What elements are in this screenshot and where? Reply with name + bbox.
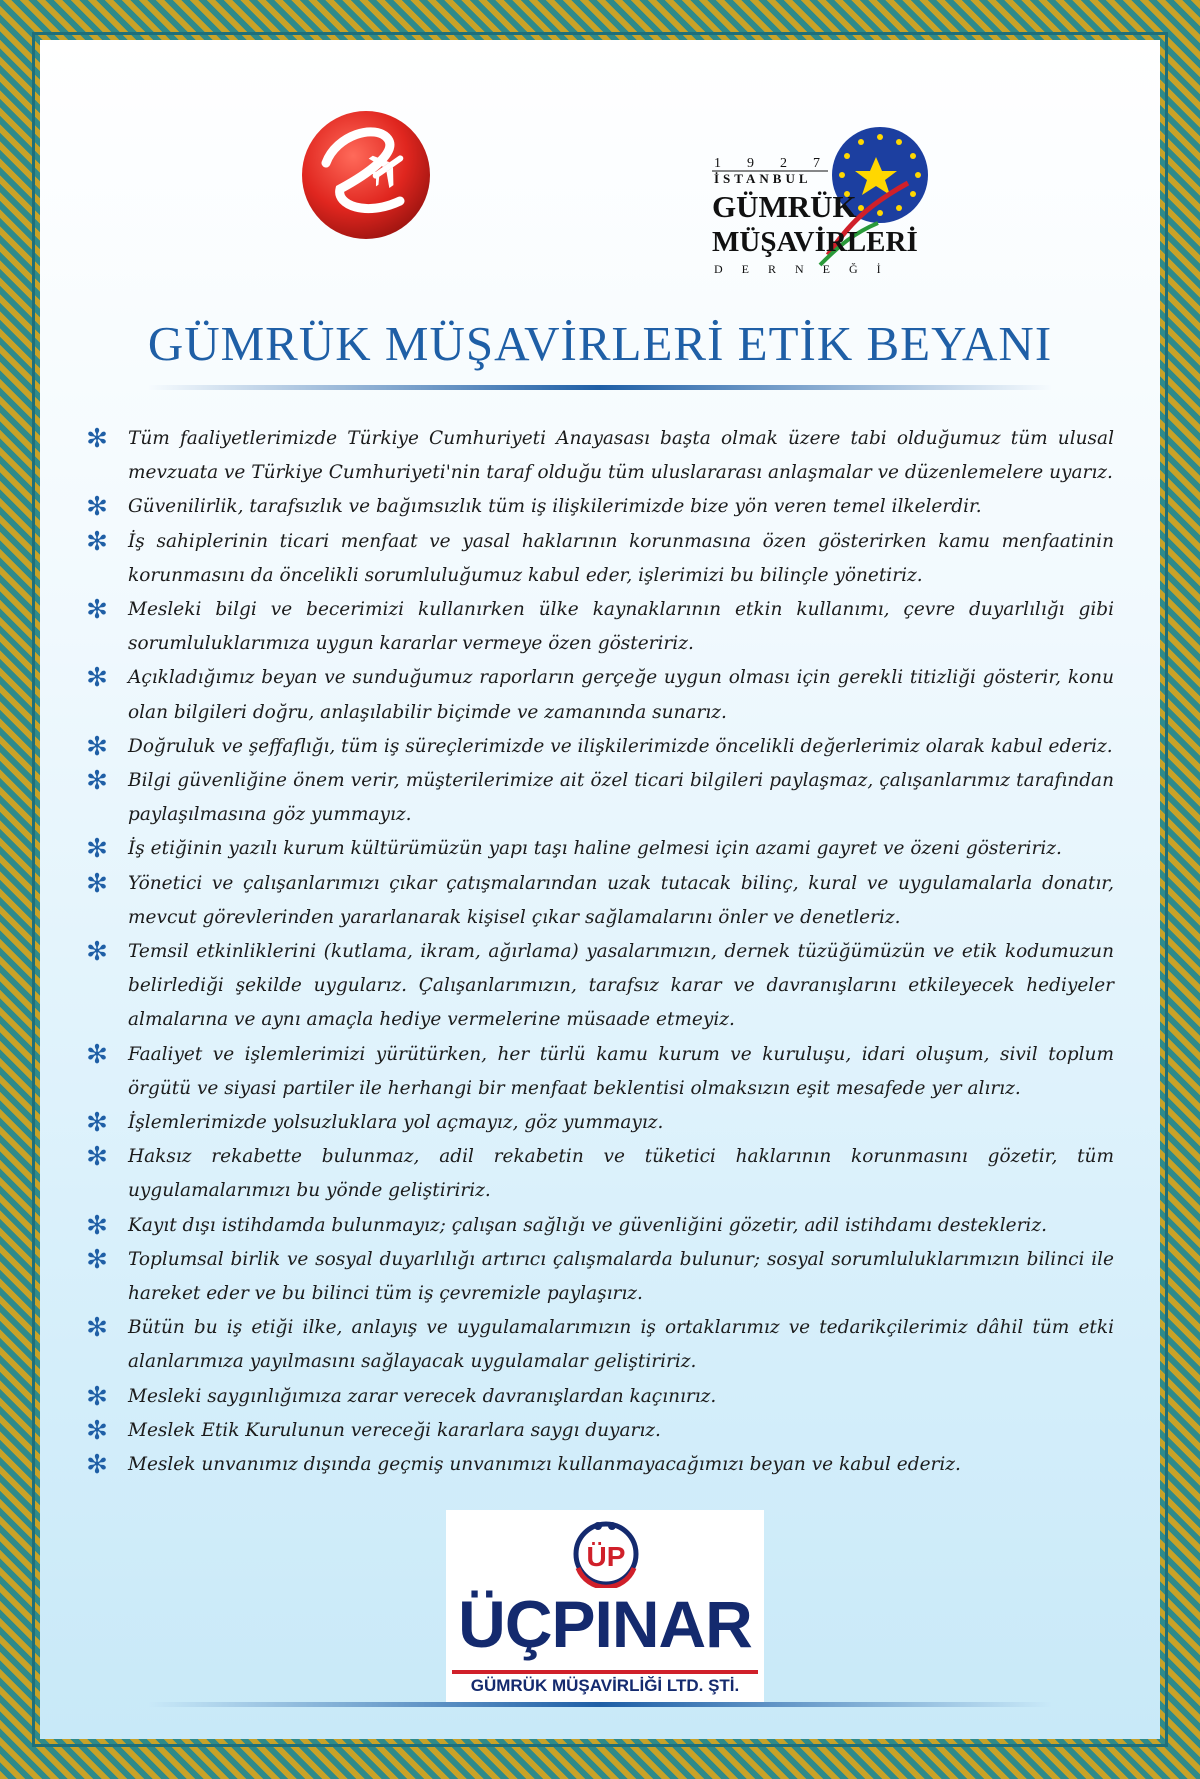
sponsor-subtitle: GÜMRÜK MÜŞAVİRLİĞİ LTD. ŞTİ. [470, 1676, 740, 1695]
statement-item [84, 1038, 1114, 1106]
statement-item [84, 1414, 1114, 1448]
asterisk-flower-icon: ✻ [86, 1313, 108, 1344]
statement-text: Güvenilirlik, tarafsızlık ve bağımsızlık tüm iş ilişkilerimizde bize yön veren temel ilkelerdir. [128, 496, 982, 518]
statement-text: Haksız rekabette bulunmaz, adil rekabetin ve tüketici haklarının korunmasını gözetir, tüm uygulamalarımızı bu yönde geliştiririz. [128, 1146, 1114, 1202]
airplane-circle-logo [296, 105, 436, 245]
statement-item [84, 730, 1114, 764]
statement-item [84, 1106, 1114, 1140]
asterisk-flower-icon: ✻ [86, 937, 108, 968]
asterisk-flower-icon: ✻ [86, 424, 108, 454]
statement-text: Bütün bu iş etiği ilke, anlayış ve uygulamalarımızın iş ortaklarımız ve tedarikçilerimiz dâhil tüm etki alanlarımıza yayılmasını sağlayacak uygulamalar geliştiririz. [128, 1317, 1114, 1373]
asterisk-flower-icon: ✻ [86, 1415, 108, 1446]
asterisk-flower-icon: ✻ [86, 526, 108, 557]
asterisk-flower-icon: ✻ [86, 1039, 108, 1070]
logo-line3: DERNEĞİ [714, 262, 900, 276]
statement-text: Mesleki bilgi ve becerimizi kullanırken ülke kaynaklarının etkin kullanımı, çevre duyarlılığı gibi sorumluluklarımıza uygun kararlar vermeye özen gösteririz. [128, 599, 1114, 655]
statement-text: Temsil etkinliklerini (kutlama, ikram, ağırlama) yasalarımızın, dernek tüzüğümüzün ve etik kodumuzun belirlediği şekilde uygularız. Çalışanlarımızın, tarafsız karar ve davranışlarını etkileyecek hediyeler almalarına ve aynı amaçla hediye vermelerine müsaade etmeyiz. [128, 941, 1114, 1031]
asterisk-flower-icon: ✻ [86, 766, 108, 797]
statement-item [84, 661, 1114, 729]
statement-text: Faaliyet ve işlemlerimizi yürütürken, her türlü kamu kurum ve kuruluşu, idari oluşum, sivil toplum örgütü ve siyasi partiler ile herhangi bir menfaat beklentisi olmaksızın eşit mesafede yer alırız. [128, 1043, 1114, 1099]
bottom-divider [148, 1702, 1052, 1707]
logo-year: 1927 [714, 156, 846, 171]
logo-line1: GÜMRÜK [712, 189, 857, 224]
asterisk-flower-icon: ✻ [86, 1210, 108, 1241]
asterisk-flower-icon: ✻ [86, 1244, 108, 1275]
statement-text: Toplumsal birlik ve sosyal duyarlılığı artırıcı çalışmalarda bulunur; sosyal sorumluluklarımızın bilinci ile hareket eder ve bu bilinci tüm iş çevremizle paylaşırız. [128, 1248, 1114, 1305]
statement-text: Meslek unvanımız dışında geçmiş unvanımızı kullanmayacağımızı beyan ve kabul ederiz. [128, 1454, 961, 1476]
statement-item [84, 867, 1114, 935]
page-title: GÜMRÜK MÜŞAVİRLERİ ETİK BEYANI [147, 316, 1053, 371]
sponsor-divider [452, 1670, 758, 1674]
ethics-statement-list [84, 422, 1114, 1482]
statement-text: İş sahiplerinin ticari menfaat ve yasal haklarının korunmasına özen gösterirken kamu menfaatinin korunmasını da öncelikli sorumluluğumuz kabul eder, işlerimizi bu bilinçle yönetiriz. [128, 530, 1114, 586]
statement-item [84, 935, 1114, 1038]
asterisk-flower-icon: ✻ [86, 1142, 108, 1173]
statement-item [84, 1448, 1114, 1482]
logo-city: İSTANBUL [714, 171, 812, 186]
asterisk-flower-icon: ✻ [86, 492, 108, 523]
statement-item [84, 1243, 1114, 1311]
statement-text: Yönetici ve çalışanlarımızı çıkar çatışmalarından uzak tutacak bilinç, kural ve uygulamalarla donatır, mevcut görevlerinden yararlanarak kişisel çıkar sağlamalarını önler ve denetleriz. [128, 872, 1114, 928]
statement-text: Kayıt dışı istihdamda bulunmayız; çalışan sağlığı ve güvenliğini gözetir, adil istihdamı destekleriz. [128, 1214, 1047, 1236]
statement-item [84, 1140, 1114, 1208]
declaration-sheet [40, 40, 1160, 1739]
asterisk-flower-icon: ✻ [86, 868, 108, 899]
asterisk-flower-icon: ✻ [86, 595, 108, 626]
logo-line2: MÜŞAVİRLERİ [712, 226, 918, 258]
asterisk-flower-icon: ✻ [86, 731, 108, 762]
asterisk-flower-icon: ✻ [86, 1108, 108, 1139]
asterisk-flower-icon: ✻ [86, 1450, 108, 1481]
asterisk-flower-icon: ✻ [86, 1381, 108, 1412]
title-divider [148, 385, 1052, 390]
sponsor-monogram: ÜP [586, 1541, 626, 1572]
statement-text: Tüm faaliyetlerimizde Türkiye Cumhuriyeti Anayasası başta olmak üzere tabi olduğumuz tüm ulusal mevzuata ve Türkiye Cumhuriyeti'nin taraf olduğu tüm uluslararası anlaşmalar ve düzenlemelere uyarız. [128, 428, 1114, 484]
statement-item [84, 832, 1114, 866]
statement-text: Doğruluk ve şeffaflığı, tüm iş süreçlerimizde ve ilişkilerimizde öncelikli değerlerimiz olarak kabul ederiz. [128, 735, 1113, 757]
statement-text: Meslek Etik Kurulunun vereceği kararlara saygı duyarız. [128, 1419, 661, 1441]
statement-text: İşlemlerimizde yolsuzluklara yol açmayız, göz yummayız. [128, 1112, 664, 1134]
statement-item [84, 422, 1114, 490]
statement-text: Mesleki saygınlığımıza zarar verecek davranışlardan kaçınırız. [128, 1385, 717, 1407]
association-logo [708, 105, 972, 305]
statement-item [84, 593, 1114, 661]
asterisk-flower-icon: ✻ [86, 663, 108, 694]
up-monogram-icon [570, 1516, 642, 1588]
statement-text: Bilgi güvenliğine önem verir, müşterilerimize ait özel ticari bilgileri paylaşmaz, çalışanlarımız tarafından paylaşılmasına göz yummayız. [128, 770, 1114, 826]
sponsor-name: ÜÇPINAR [458, 1587, 752, 1661]
statement-item [84, 1311, 1114, 1379]
statement-item [84, 1209, 1114, 1243]
statement-text: İş etiğinin yazılı kurum kültürümüzün yapı taşı haline gelmesi için azami gayret ve özeni gösteririz. [128, 838, 1062, 860]
statement-item [84, 490, 1114, 524]
statement-item [84, 1380, 1114, 1414]
statement-item [84, 764, 1114, 832]
sponsor-logo [446, 1510, 764, 1702]
statement-text: Açıkladığımız beyan ve sunduğumuz raporların gerçeğe uygun olması için gerekli titizliği gösterir, konu olan bilgileri doğru, anlaşılabilir biçimde ve zamanında sunarız. [128, 667, 1114, 723]
asterisk-flower-icon: ✻ [86, 834, 108, 865]
statement-item [84, 525, 1114, 593]
